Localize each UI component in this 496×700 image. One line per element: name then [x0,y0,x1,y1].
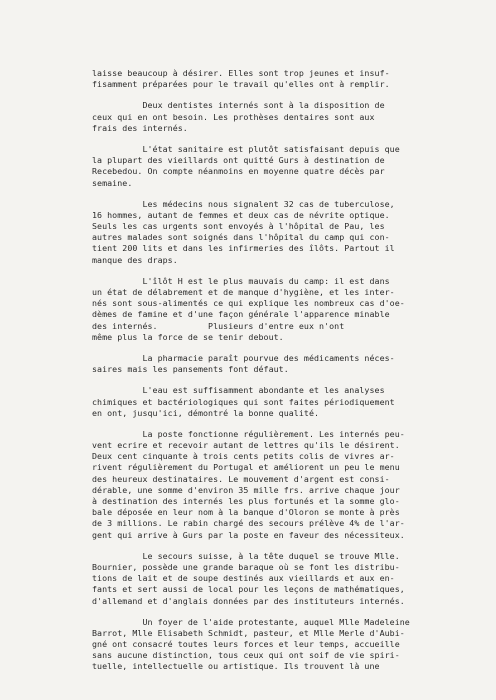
text-line: laisse beaucoup à désirer. Elles sont trop jeunes et insuf- [92,68,390,78]
body-text [92,68,472,673]
text-line: L'îlôt H est le plus mauvais du camp: il est dans [92,275,390,286]
text-line: chimiques et bactériologiques qui sont faites périodiquement [92,396,395,407]
text-line: autres malades sont soignés dans l'hôpital du camp qui con- [92,232,390,243]
paragraph-gap [92,90,472,100]
paragraph [92,144,472,189]
paragraph [92,100,472,134]
text-line: gné ont consacré toutes leurs forces et leur temps, accueille [92,639,400,650]
text-line: frais des internés. [92,122,188,133]
paragraph [92,385,472,419]
text-line: Seuls les cas urgents sont envoyés à l'hôpital de Pau, les [92,221,385,232]
text-line: Deux cent cinquante à trois cents petits colis de vivres ar- [92,451,395,462]
text-line: fants et sert aussi de local pour les leçons de mathématiques, [92,584,405,595]
text-line: fisamment préparées pour le travail qu'elles ont à remplir. [92,79,390,90]
text-line: un état de délabrement et de manque d'hygiène, et les inter- [92,287,395,297]
text-line: des heureux destinataires. Le mouvement d'argent est consi- [92,473,390,484]
text-line: ceux qui en ont besoin. Les prothèses dentaires sont aux [92,111,375,122]
paragraph [92,68,472,90]
text-line: nés sont sous-alimentés ce qui explique les nombreux cas d'oe- [92,298,405,309]
text-line: même plus la force de se tenir debout. [92,331,284,342]
text-line: la plupart des vieillards ont quitté Gurs à destination de [92,155,385,166]
paragraph-gap [92,419,472,429]
paragraph-gap [92,541,472,551]
text-line: Deux dentistes internés sont à la disposition de [92,100,385,111]
text-line: vent ecrire et recevoir autant de lettres qu'ils le désirent. [92,440,400,451]
paragraph [92,276,472,343]
paragraph [92,199,472,266]
text-line: rivent régulièrement du Portugal et améliorent un peu le menu [92,462,400,473]
paragraph-gap [92,607,472,617]
text-line: manque des draps. [92,254,178,265]
text-line: 16 hommes, autant de femmes et deux cas de névrite optique. [92,209,390,220]
text-line: La pharmacie paraît pourvue des médicaments néces- [92,352,395,363]
text-line: Recebedou. On compte néanmoins en moyenne quatre décès par [92,166,385,177]
paragraph-gap [92,266,472,276]
text-line: L'état sanitaire est plutôt satisfaisant depuis que [92,143,400,154]
text-line: dérable, une somme d'environ 35 mille frs. arrive chaque jour [92,484,400,495]
text-line: La poste fonctionne régulièrement. Les internés peu- [92,428,405,439]
paragraph [92,429,472,541]
text-line: d'allemand et d'anglais données par des instituteurs internés. [92,595,405,606]
paragraph-gap [92,189,472,199]
paragraph [92,617,472,673]
paragraph-gap [92,343,472,353]
text-line: L'eau est suffisamment abondante et les analyses [92,385,385,396]
text-line: bale déposée en leur nom à la banque d'Oloron se monte à près [92,507,400,518]
text-line: Bournier, possède une grande baraque où se font les distribu- [92,561,400,572]
text-line: des internés. Plusieurs d'entre eux n'ont [92,320,345,331]
paragraph [92,353,472,375]
text-line: Barrot, Mlle Elisabeth Schmidt, pasteur, et Mlle Merle d'Aubi- [92,627,405,638]
text-line: Le secours suisse, à la tête duquel se trouve Mlle. [92,550,400,561]
text-line: gent qui arrive à Gurs par la poste en faveur des nécessiteux. [92,529,405,540]
text-line: Les médecins nous signalent 32 cas de tuberculose, [92,198,395,209]
paragraph-gap [92,375,472,385]
text-line: tions de lait et de soupe destinés aux vieillards et aux en- [92,573,395,584]
text-line: Un foyer de l'aide protestante, auquel Mlle Madeleine [92,616,410,627]
text-line: sans aucune distinction, tous ceux qui ont soif de vie spiri- [92,650,400,661]
paragraph [92,551,472,607]
paragraph-gap [92,134,472,144]
text-line: saires mais les pansements font défaut. [92,364,289,375]
text-line: semaine. [92,177,133,188]
text-line: à destination des internés les plus fortunés et la somme glo- [92,496,400,506]
text-line: tient 200 lits et dans les infirmeries des îlôts. Partout il [92,243,395,254]
text-line: tuelle, intellectuelle ou artistique. Ils trouvent là une [92,661,380,672]
text-line: en ont, jusqu'ici, démontré la bonne qualité. [92,407,320,418]
text-line: dèmes de famine et d'une façon générale l'apparence minable [92,309,390,320]
text-line: de 3 millions. Le rabin chargé des secours prélève 4% de l'ar- [92,518,405,529]
